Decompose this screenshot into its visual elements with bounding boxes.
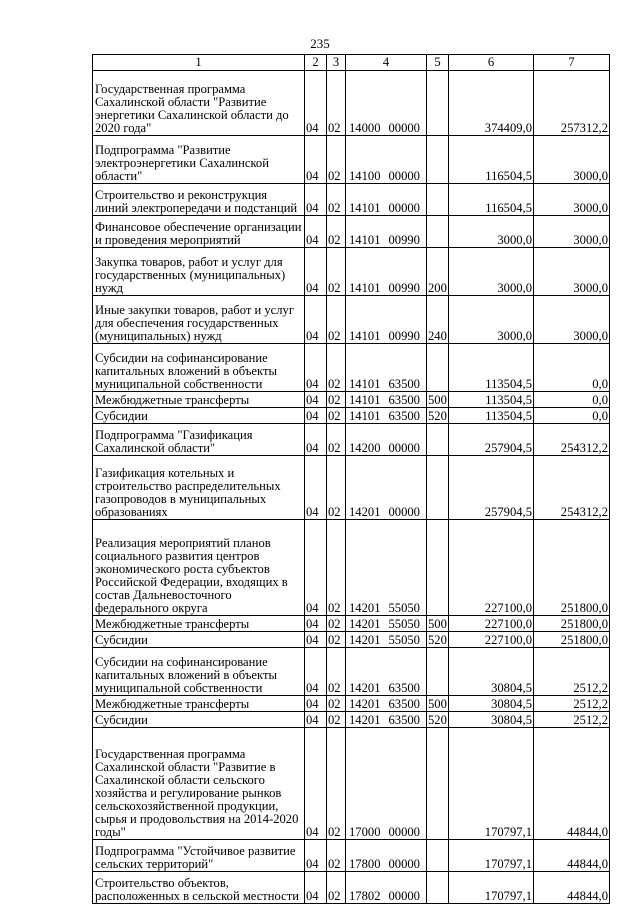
- program-code: 14101: [349, 393, 381, 407]
- subsection-code: 02: [327, 136, 346, 184]
- direction-code: 00990: [388, 329, 420, 343]
- expense-type-code: [427, 840, 449, 872]
- amount-col-6: 116504,5: [449, 184, 534, 216]
- amount-col-6: 227100,0: [449, 632, 534, 648]
- target-article-code: [346, 216, 427, 248]
- subsection-code: 02: [327, 632, 346, 648]
- amount-col-6: 116504,5: [449, 136, 534, 184]
- column-header-1: 1: [93, 55, 305, 71]
- subsection-code: 02: [327, 456, 346, 520]
- amount-col-7: 257312,2: [534, 71, 610, 136]
- amount-col-7: 0,0: [534, 408, 610, 424]
- expense-type-code: [427, 728, 449, 840]
- subsection-code: 02: [327, 408, 346, 424]
- table-row: [93, 248, 610, 296]
- target-article-code: [346, 632, 427, 648]
- amount-col-6: 257904,5: [449, 456, 534, 520]
- direction-code: 63500: [388, 713, 420, 727]
- program-code: 14201: [349, 681, 381, 695]
- section-code: 04: [305, 632, 327, 648]
- subsection-code: 02: [327, 872, 346, 904]
- row-description: Закупка товаров, работ и услуг для государственных (муниципальных) нужд: [93, 248, 305, 296]
- direction-code: 63500: [388, 681, 420, 695]
- section-code: 04: [305, 71, 327, 136]
- direction-code: 00000: [388, 121, 420, 135]
- section-code: 04: [305, 520, 327, 616]
- amount-col-7: 2512,2: [534, 696, 610, 712]
- table-row: [93, 408, 610, 424]
- target-article-code: [346, 344, 427, 392]
- expense-type-code: [427, 520, 449, 616]
- program-code: 14201: [349, 713, 381, 727]
- subsection-code: 02: [327, 71, 346, 136]
- section-code: 04: [305, 392, 327, 408]
- expense-type-code: 240: [427, 296, 449, 344]
- section-code: 04: [305, 184, 327, 216]
- target-article-code: [346, 296, 427, 344]
- amount-col-6: 30804,5: [449, 648, 534, 696]
- amount-col-7: 3000,0: [534, 184, 610, 216]
- table-row: [93, 216, 610, 248]
- expense-type-code: [427, 136, 449, 184]
- row-description: Подпрограмма "Газификация Сахалинской области": [93, 424, 305, 456]
- row-description: Подпрограмма "Устойчивое развитие сельских территорий": [93, 840, 305, 872]
- program-code: 17000: [349, 825, 381, 839]
- amount-col-6: 170797,1: [449, 872, 534, 904]
- program-code: 14101: [349, 233, 381, 247]
- row-description: Строительство и реконструкция линий электропередачи и подстанций: [93, 184, 305, 216]
- direction-code: 63500: [388, 697, 420, 711]
- program-code: 14100: [349, 169, 381, 183]
- expense-type-code: [427, 456, 449, 520]
- program-code: 14101: [349, 377, 381, 391]
- table-row: [93, 456, 610, 520]
- direction-code: 00000: [388, 169, 420, 183]
- amount-col-7: 44844,0: [534, 872, 610, 904]
- amount-col-7: 2512,2: [534, 648, 610, 696]
- row-description: Реализация мероприятий планов социального развития центров экономического роста субъектов Российской Федерации, входящих в состав Дальневосточного федерального округа: [93, 520, 305, 616]
- amount-col-6: 227100,0: [449, 616, 534, 632]
- target-article-code: [346, 648, 427, 696]
- column-header-6: 6: [449, 55, 534, 71]
- target-article-code: [346, 392, 427, 408]
- program-code: 14101: [349, 329, 381, 343]
- target-article-code: [346, 136, 427, 184]
- direction-code: 55050: [388, 601, 420, 615]
- section-code: 04: [305, 648, 327, 696]
- column-header-4: 4: [346, 55, 427, 71]
- program-code: 14101: [349, 409, 381, 423]
- target-article-code: [346, 712, 427, 728]
- direction-code: 00990: [388, 281, 420, 295]
- direction-code: 00000: [388, 201, 420, 215]
- section-code: 04: [305, 712, 327, 728]
- expense-type-code: 500: [428, 393, 447, 407]
- amount-col-6: 30804,5: [449, 696, 534, 712]
- target-article-code: [346, 696, 427, 712]
- subsection-code: 02: [327, 520, 346, 616]
- column-header-3: 3: [327, 55, 346, 71]
- section-code: 04: [305, 136, 327, 184]
- amount-col-7: 254312,2: [534, 456, 610, 520]
- row-description: Финансовое обеспечение организации и проведения мероприятий: [93, 216, 305, 248]
- direction-code: 00000: [388, 441, 420, 455]
- section-code: 04: [305, 872, 327, 904]
- subsection-code: 02: [327, 840, 346, 872]
- program-code: 14201: [349, 617, 381, 631]
- amount-col-6: 30804,5: [449, 712, 534, 728]
- expense-type-code: [427, 424, 449, 456]
- table-header-row: [93, 55, 610, 71]
- amount-col-6: 374409,0: [449, 71, 534, 136]
- expense-type-code: [427, 872, 449, 904]
- amount-col-7: 251800,0: [534, 632, 610, 648]
- direction-code: 63500: [388, 409, 420, 423]
- direction-code: 00000: [388, 825, 420, 839]
- table-row: [93, 296, 610, 344]
- program-code: 14201: [349, 633, 381, 647]
- expense-type-code: [427, 648, 449, 696]
- subsection-code: 02: [327, 216, 346, 248]
- target-article-code: [346, 71, 427, 136]
- program-code: 14200: [349, 441, 381, 455]
- row-description: Газификация котельных и строительство распределительных газопроводов в муниципальных образованиях: [93, 456, 305, 520]
- direction-code: 55050: [388, 617, 420, 631]
- section-code: 04: [305, 728, 327, 840]
- subsection-code: 02: [327, 712, 346, 728]
- row-description: Государственная программа Сахалинской области "Развитие в Сахалинской области сельского хозяйства и регулирование рынков сельскохозяйственной продукции, сырья и продовольствия на 2014-2020 годы": [93, 728, 305, 840]
- section-code: 04: [305, 408, 327, 424]
- target-article-code: [346, 616, 427, 632]
- column-header-7: 7: [534, 55, 610, 71]
- amount-col-6: 227100,0: [449, 520, 534, 616]
- row-description: Межбюджетные трансферты: [93, 696, 305, 712]
- table-row: [93, 136, 610, 184]
- target-article-code: [346, 520, 427, 616]
- section-code: 04: [305, 616, 327, 632]
- row-description: Подпрограмма "Развитие электроэнергетики Сахалинской области": [93, 136, 305, 184]
- direction-code: 55050: [388, 633, 420, 647]
- direction-code: 00000: [388, 505, 420, 519]
- expense-type-code: 500: [428, 697, 447, 711]
- row-description: Строительство объектов, расположенных в сельской местности: [93, 872, 305, 904]
- amount-col-7: 0,0: [534, 344, 610, 392]
- expense-type-code: 200: [427, 248, 449, 296]
- amount-col-7: 44844,0: [534, 840, 610, 872]
- target-article-code: [346, 424, 427, 456]
- expense-type-code: [427, 344, 449, 392]
- table-row: [93, 648, 610, 696]
- column-header-2: 2: [305, 55, 327, 71]
- target-article-code: [346, 248, 427, 296]
- target-article-code: [346, 728, 427, 840]
- expense-type-code: 520: [428, 633, 447, 647]
- expense-type-code: 500: [428, 617, 447, 631]
- target-article-code: [346, 840, 427, 872]
- amount-col-6: 170797,1: [449, 728, 534, 840]
- row-description: Субсидии: [93, 712, 305, 728]
- amount-col-7: 3000,0: [534, 248, 610, 296]
- direction-code: 63500: [388, 377, 420, 391]
- expense-type-code: [427, 184, 449, 216]
- program-code: 14101: [349, 201, 381, 215]
- amount-col-6: 257904,5: [449, 424, 534, 456]
- amount-col-6: 113504,5: [449, 344, 534, 392]
- target-article-code: [346, 872, 427, 904]
- row-description: Субсидии: [93, 632, 305, 648]
- amount-col-7: 254312,2: [534, 424, 610, 456]
- program-code: 14201: [349, 505, 381, 519]
- row-description: Субсидии на софинансирование капитальных вложений в объекты муниципальной собственности: [93, 344, 305, 392]
- row-description: Субсидии на софинансирование капитальных вложений в объекты муниципальной собственности: [93, 648, 305, 696]
- amount-col-7: 44844,0: [534, 728, 610, 840]
- amount-col-7: 2512,2: [534, 712, 610, 728]
- amount-col-7: 251800,0: [534, 520, 610, 616]
- program-code: 17800: [349, 857, 381, 871]
- program-code: 14000: [349, 121, 381, 135]
- section-code: 04: [305, 424, 327, 456]
- section-code: 04: [305, 248, 327, 296]
- amount-col-6: 170797,1: [449, 840, 534, 872]
- section-code: 04: [305, 840, 327, 872]
- subsection-code: 02: [327, 696, 346, 712]
- table-row: [93, 424, 610, 456]
- amount-col-7: 3000,0: [534, 296, 610, 344]
- section-code: 04: [305, 216, 327, 248]
- table-row: [93, 520, 610, 616]
- amount-col-7: 0,0: [534, 392, 610, 408]
- subsection-code: 02: [327, 248, 346, 296]
- page-number: 235: [310, 36, 330, 51]
- amount-col-7: 3000,0: [534, 136, 610, 184]
- subsection-code: 02: [327, 184, 346, 216]
- direction-code: 00000: [388, 889, 420, 903]
- section-code: 04: [305, 696, 327, 712]
- row-description: Межбюджетные трансферты: [93, 392, 305, 408]
- section-code: 04: [305, 456, 327, 520]
- table-row: [93, 184, 610, 216]
- row-description: Иные закупки товаров, работ и услуг для обеспечения государственных (муниципальных) нужд: [93, 296, 305, 344]
- amount-col-7: 251800,0: [534, 616, 610, 632]
- row-description: Субсидии: [93, 408, 305, 424]
- expense-type-code: [427, 71, 449, 136]
- section-code: 04: [305, 296, 327, 344]
- amount-col-6: 3000,0: [449, 296, 534, 344]
- table-row: [93, 71, 610, 136]
- program-code: 14201: [349, 601, 381, 615]
- amount-col-6: 3000,0: [449, 248, 534, 296]
- subsection-code: 02: [327, 728, 346, 840]
- amount-col-7: 3000,0: [534, 216, 610, 248]
- target-article-code: [346, 184, 427, 216]
- table-row: [93, 392, 610, 408]
- table-row: [93, 344, 610, 392]
- table-row: [93, 872, 610, 904]
- subsection-code: 02: [327, 424, 346, 456]
- budget-table: [92, 54, 610, 904]
- table-row: [93, 840, 610, 872]
- table-row: [93, 728, 610, 840]
- subsection-code: 02: [327, 616, 346, 632]
- section-code: 04: [305, 344, 327, 392]
- program-code: 14201: [349, 697, 381, 711]
- expense-type-code: [427, 216, 449, 248]
- table-row: [93, 696, 610, 712]
- row-description: Государственная программа Сахалинской области "Развитие энергетики Сахалинской области до 2020 года": [93, 71, 305, 136]
- column-header-5: 5: [427, 55, 449, 71]
- expense-type-code: 520: [428, 409, 447, 423]
- table-row: [93, 632, 610, 648]
- program-code: 14101: [349, 281, 381, 295]
- amount-col-6: 113504,5: [449, 408, 534, 424]
- amount-col-6: 3000,0: [449, 216, 534, 248]
- table-row: [93, 712, 610, 728]
- amount-col-6: 113504,5: [449, 392, 534, 408]
- row-description: Межбюджетные трансферты: [93, 616, 305, 632]
- direction-code: 00990: [388, 233, 420, 247]
- target-article-code: [346, 408, 427, 424]
- program-code: 17802: [349, 889, 381, 903]
- subsection-code: 02: [327, 648, 346, 696]
- subsection-code: 02: [327, 392, 346, 408]
- target-article-code: [346, 456, 427, 520]
- subsection-code: 02: [327, 296, 346, 344]
- direction-code: 00000: [388, 857, 420, 871]
- table-row: [93, 616, 610, 632]
- table-body: [93, 71, 610, 904]
- expense-type-code: 520: [428, 713, 447, 727]
- subsection-code: 02: [327, 344, 346, 392]
- direction-code: 63500: [388, 393, 420, 407]
